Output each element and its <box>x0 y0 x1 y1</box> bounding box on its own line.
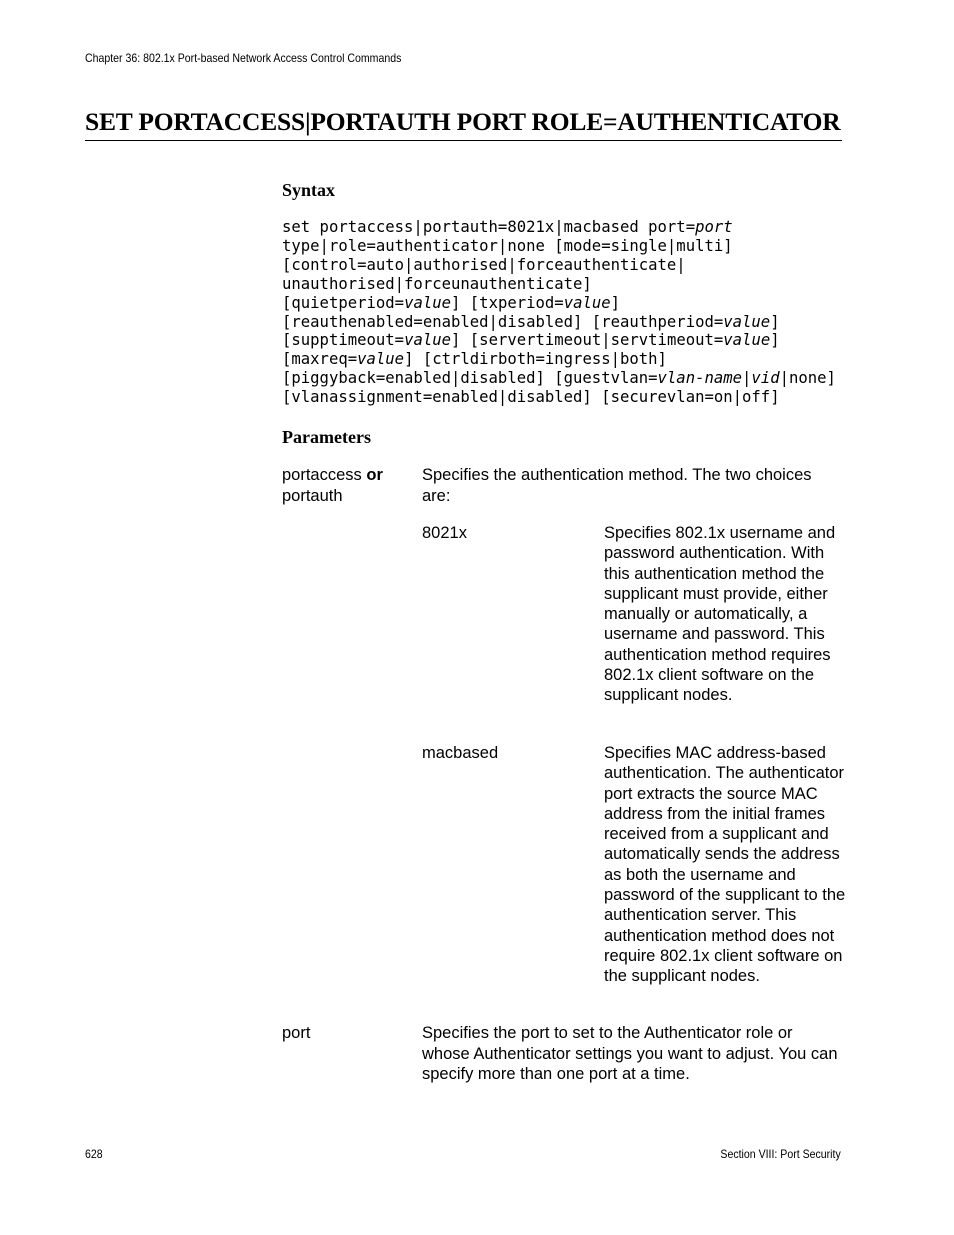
syntax-line <box>282 275 836 294</box>
syntax-text: [supptimeout= <box>282 331 405 350</box>
page-number: 628 <box>85 1147 103 1161</box>
syntax-text: | <box>742 369 752 388</box>
param-term-portaccess <box>282 465 412 506</box>
syntax-line <box>282 350 836 369</box>
syntax-placeholder: value <box>404 293 452 312</box>
syntax-line <box>282 294 836 313</box>
syntax-placeholder: value <box>723 331 771 350</box>
syntax-text: ] <box>770 331 780 350</box>
option-desc-macbased: Specifies MAC address-based authentication. The authenticator port extracts the source MAC address from the initial frames received from a supplicant and automatically sends the address as both the username and password of the supplicant to the authentication server. This authentication method does not require 802.1x client software on the supplicant nodes. <box>604 744 846 986</box>
syntax-line <box>282 237 836 256</box>
param-desc-portaccess: Specifies the authentication method. The two choices are: <box>422 466 812 505</box>
option-term-8021x: 8021x <box>422 524 467 542</box>
syntax-placeholder: value <box>357 350 405 369</box>
syntax-placeholder: port <box>695 218 733 236</box>
syntax-line <box>282 369 836 388</box>
syntax-placeholder: value <box>723 312 771 331</box>
param-term-or: or <box>366 466 383 484</box>
syntax-text: ] [servertimeout|servtimeout= <box>451 331 724 350</box>
syntax-heading: Syntax <box>282 180 336 200</box>
syntax-text: ] [ctrldirboth=ingress|both] <box>404 350 667 369</box>
syntax-line <box>282 388 836 407</box>
syntax-line <box>282 313 836 332</box>
syntax-text: type|role=authenticator|none [mode=single|multi] <box>282 236 733 255</box>
syntax-placeholder: vlan-name <box>657 369 743 388</box>
syntax-text: [vlanassignment=enabled|disabled] [securevlan=on|off] <box>282 388 780 407</box>
syntax-text: [maxreq= <box>282 350 358 369</box>
option-term-macbased: macbased <box>422 744 499 762</box>
syntax-text: ] [txperiod= <box>451 293 564 312</box>
syntax-placeholder: value <box>563 293 611 312</box>
syntax-text: [piggyback=enabled|disabled] [guestvlan= <box>282 369 658 388</box>
param-term-port: port <box>282 1024 311 1042</box>
running-header: Chapter 36: 802.1x Port-based Network Access Control Commands <box>85 51 402 65</box>
syntax-text: |none] <box>779 369 836 388</box>
parameters-heading: Parameters <box>282 427 371 447</box>
option-desc-8021x: Specifies 802.1x username and password authentication. With this authentication method the supplicant must provide, either manually or automatically, a username and password. This authentication method requires 802.1x client software on the supplicant nodes. <box>604 524 836 705</box>
syntax-placeholder: value <box>404 331 452 350</box>
syntax-line <box>282 331 836 350</box>
syntax-line <box>282 256 836 275</box>
syntax-code-block <box>282 218 836 407</box>
syntax-text: [quietperiod= <box>282 293 405 312</box>
syntax-text: ] <box>770 312 780 331</box>
page-title: SET PORTACCESS|PORTAUTH PORT ROLE=AUTHENTICATOR <box>85 106 842 141</box>
param-desc-port: Specifies the port to set to the Authenticator role or whose Authenticator settings you want to adjust. You can specify more than one port at a time. <box>422 1024 838 1083</box>
syntax-text: ] <box>610 293 621 312</box>
syntax-text: set portaccess|portauth=8021x|macbased port= <box>282 218 696 236</box>
syntax-placeholder: vid <box>751 369 780 388</box>
syntax-line <box>282 218 836 237</box>
syntax-text: [reauthenabled=enabled|disabled] [reauthperiod= <box>282 312 724 331</box>
syntax-text: unauthorised|forceunauthenticate] <box>282 274 592 293</box>
param-term-portaccess-label: portaccess <box>282 466 362 484</box>
syntax-text: [control=auto|authorised|forceauthenticate| <box>282 255 686 274</box>
param-term-portauth-label: portauth <box>282 486 343 505</box>
footer-section: Section VIII: Port Security <box>720 1147 841 1161</box>
